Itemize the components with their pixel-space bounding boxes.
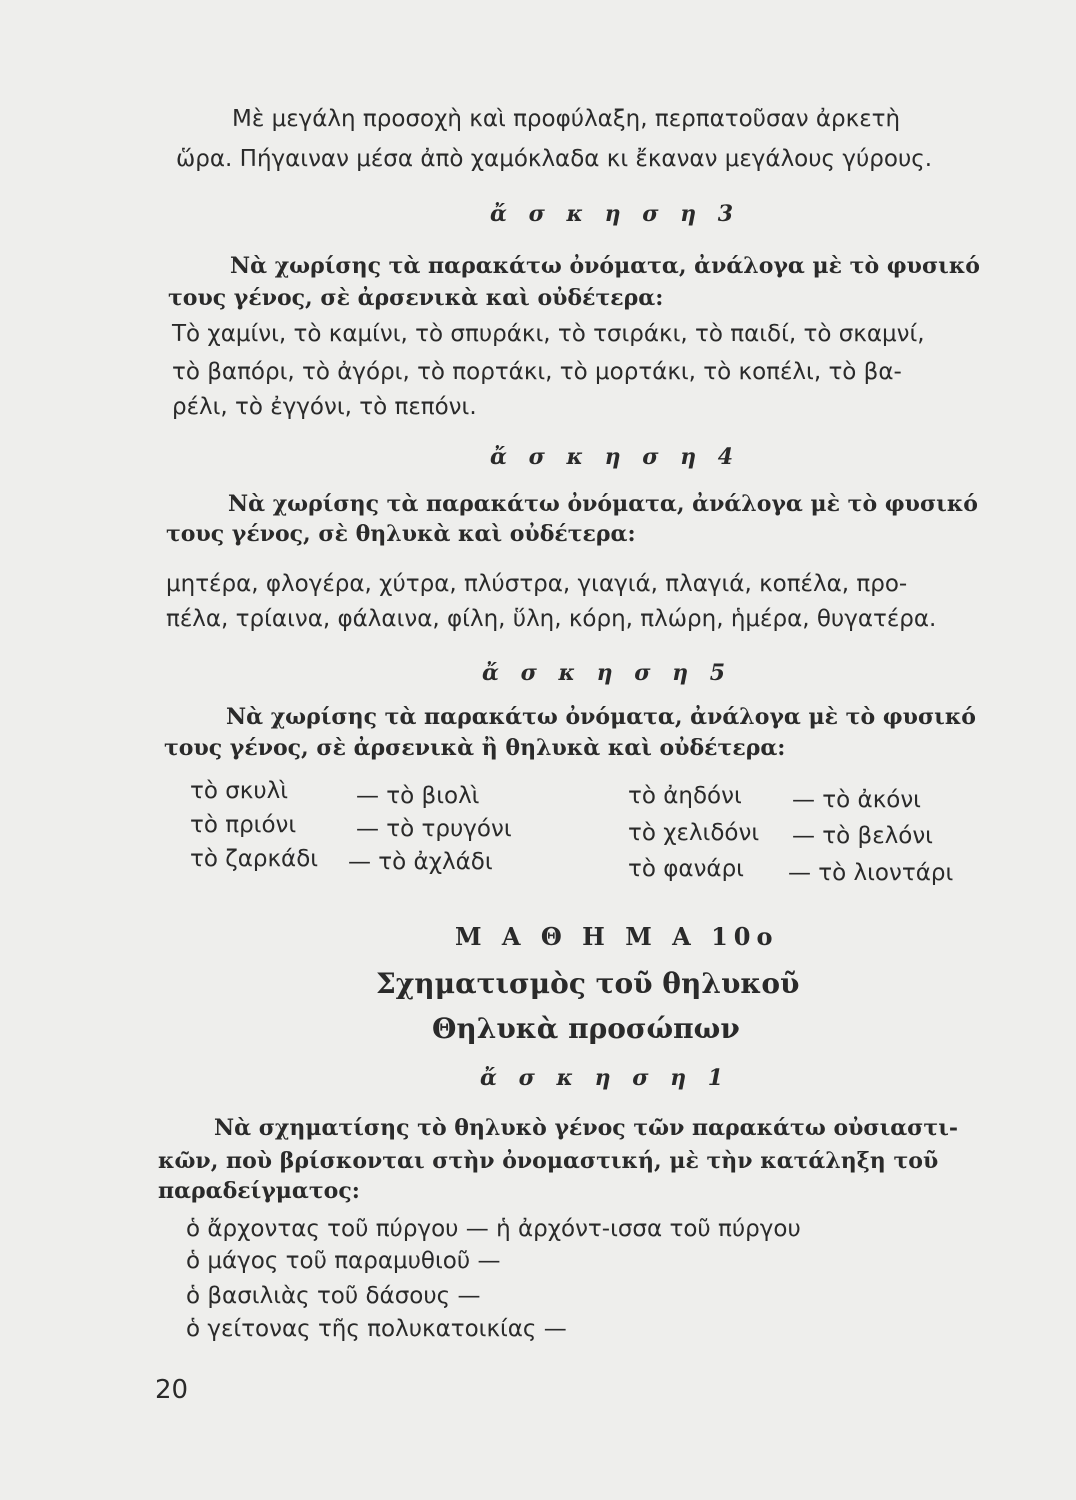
intro-line-2: ὥρα. Πήγαιναν μέσα ἀπὸ χαμόκλαδα κι ἔκαναν μεγάλους γύρους. xyxy=(176,146,933,172)
exercise-5-instruction-1: Νὰ χωρίσης τὰ παρακάτω ὀνόματα, ἀνάλογα μὲ τὸ φυσικό xyxy=(226,704,976,730)
exercise-1-instruction-1: Νὰ σχηματίσης τὸ θηλυκὸ γένος τῶν παρακάτω οὐσιαστι- xyxy=(214,1115,958,1141)
exercise-3-words-2: τὸ βαπόρι, τὸ ἀγόρι, τὸ πορτάκι, τὸ μορτάκι, τὸ κοπέλι, τὸ βα- xyxy=(172,359,902,385)
exercise-5-instruction-2: τους γένος, σὲ ἀρσενικὰ ἢ θηλυκὰ καὶ οὐδέτερα: xyxy=(164,735,786,761)
table-cell: τὸ σκυλὶ xyxy=(190,778,289,804)
table-cell: τὸ ἀηδόνι xyxy=(628,783,742,809)
exercise-3-instruction-2: τους γένος, σὲ ἀρσενικὰ καὶ οὐδέτερα: xyxy=(168,285,664,311)
exercise-1-instruction-2: κῶν, ποὺ βρίσκονται στὴν ὀνομαστική, μὲ τὴν κατάληξη τοῦ xyxy=(158,1148,939,1174)
table-cell: τὸ ζαρκάδι xyxy=(190,846,319,872)
exercise-3-words-3: ρέλι, τὸ ἐγγόνι, τὸ πεπόνι. xyxy=(172,394,477,420)
lesson-title: Μ Α Θ Η Μ Α 10ο xyxy=(455,922,779,951)
exercise-4-heading: ἄ σ κ η σ η 4 xyxy=(490,444,741,470)
exercise-4-words-1: μητέρα, φλογέρα, χύτρα, πλύστρα, γιαγιά, πλαγιά, κοπέλα, προ- xyxy=(166,571,908,597)
exercise-1-item: ὁ μάγος τοῦ παραμυθιοῦ — xyxy=(186,1248,501,1274)
table-cell: — τὸ ἀκόνι xyxy=(792,787,921,813)
table-cell: — τὸ βελόνι xyxy=(792,823,933,849)
exercise-5-heading: ἄ σ κ η σ η 5 xyxy=(482,660,733,686)
table-cell: τὸ φανάρι xyxy=(628,856,744,882)
lesson-subtitle: Σχηματισμὸς τοῦ θηλυκοῦ xyxy=(376,967,800,1000)
table-cell: — τὸ βιολὶ xyxy=(356,783,480,809)
exercise-1-item: ὁ γείτονας τῆς πολυκατοικίας — xyxy=(186,1316,567,1342)
exercise-1-item: ὁ βασιλιὰς τοῦ δάσους — xyxy=(186,1283,481,1309)
page-number: 20 xyxy=(155,1375,189,1405)
exercise-3-heading: ἄ σ κ η σ η 3 xyxy=(490,201,741,227)
table-cell: — τὸ τρυγόνι xyxy=(356,816,512,842)
exercise-4-words-2: πέλα, τρίαινα, φάλαινα, φίλη, ὕλη, κόρη, πλώρη, ἡμέρα, θυγατέρα. xyxy=(166,606,937,632)
lesson-subtitle-2: Θηλυκὰ προσώπων xyxy=(432,1012,740,1045)
intro-line-1: Μὲ μεγάλη προσοχὴ καὶ προφύλαξη, περπατοῦσαν ἀρκετὴ xyxy=(232,106,901,132)
table-cell: — τὸ ἀχλάδι xyxy=(348,849,493,875)
exercise-1-heading: ἄ σ κ η σ η 1 xyxy=(480,1065,731,1091)
exercise-4-instruction-2: τους γένος, σὲ θηλυκὰ καὶ οὐδέτερα: xyxy=(166,521,636,547)
table-cell: τὸ πριόνι xyxy=(190,812,297,838)
exercise-4-instruction-1: Νὰ χωρίσης τὰ παρακάτω ὀνόματα, ἀνάλογα μὲ τὸ φυσικό xyxy=(228,491,978,517)
table-cell: τὸ χελιδόνι xyxy=(628,820,760,846)
exercise-3-words-1: Τὸ χαμίνι, τὸ καμίνι, τὸ σπυράκι, τὸ τσιράκι, τὸ παιδί, τὸ σκαμνί, xyxy=(172,321,925,347)
exercise-1-instruction-3: παραδείγματος: xyxy=(158,1178,360,1204)
exercise-3-instruction-1: Νὰ χωρίσης τὰ παρακάτω ὀνόματα, ἀνάλογα μὲ τὸ φυσικό xyxy=(230,253,980,279)
table-cell: — τὸ λιοντάρι xyxy=(788,860,954,886)
exercise-1-item: ὁ ἄρχοντας τοῦ πύργου — ἡ ἀρχόντ-ισσα τοῦ πύργου xyxy=(186,1216,801,1242)
